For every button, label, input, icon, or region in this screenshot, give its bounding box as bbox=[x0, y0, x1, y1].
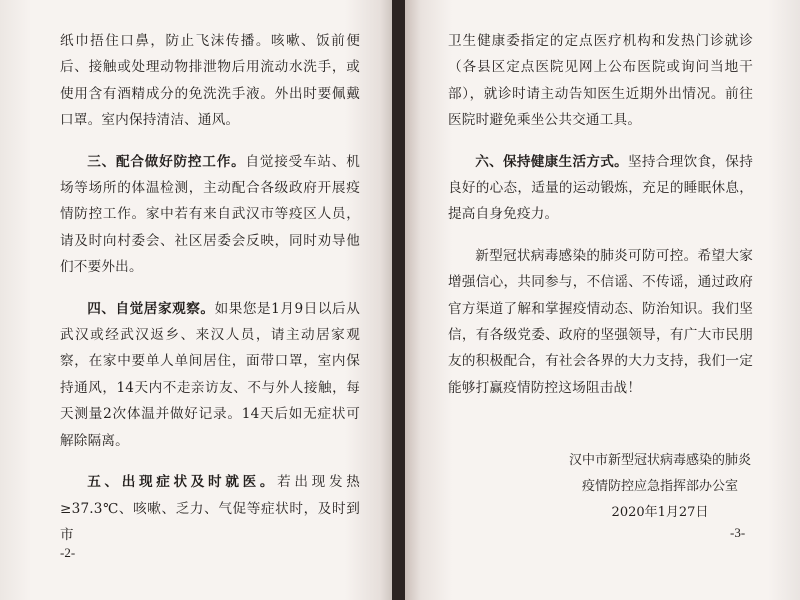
section-heading: 六、保持健康生活方式。 bbox=[475, 153, 629, 170]
paragraph-hygiene-continued bbox=[60, 28, 360, 134]
paragraph-text: 如果您是1月9日以后从武汉或经武汉返乡、来汉人员，请主动居家观察，在家中要单人单间居住，面带口罩，室内保持通风，14天内不走亲访友、不与外人接触，每天测量2次体温并做好记录。14天后如无症状可解除隔离。 bbox=[60, 300, 360, 449]
paragraph-text: 自觉接受车站、机场等场所的体温检测，主动配合各级政府开展疫情防控工作。家中若有来自武汉市等疫区人员，请及时向村委会、社区居委会反映，同时劝导他们不要外出。 bbox=[60, 153, 360, 276]
paragraph-text: 若出现发热≥37.3℃、咳嗽、乏力、气促等症状时，及时到市 bbox=[60, 474, 361, 543]
page-right bbox=[405, 0, 800, 600]
paragraph-section-4 bbox=[60, 296, 360, 454]
paragraph-section-5 bbox=[60, 469, 360, 548]
section-heading: 五、出现症状及时就医。 bbox=[87, 474, 278, 491]
paragraph-text: 卫生健康委指定的定点医疗机构和发热门诊就诊（各县区定点医院见网上公布医院或询问当地干部），就诊时请主动告知医生近期外出情况。前往医院时避免乘坐公共交通工具。 bbox=[448, 33, 753, 129]
section-heading: 四、自觉居家观察。 bbox=[87, 300, 215, 317]
page-left bbox=[0, 0, 392, 600]
issuer-line-2: 疫情防控应急指挥部办公室 bbox=[581, 479, 738, 494]
page-number: -2- bbox=[60, 545, 76, 560]
section-heading: 三、配合做好防控工作。 bbox=[87, 153, 246, 170]
paragraph-closing bbox=[448, 243, 753, 401]
issue-date: 2020年1月27日 bbox=[611, 505, 709, 520]
paragraph-text: 坚持合理饮食，保持良好的心态，适量的运动锻炼，充足的睡眠休息，提高自身免疫力。 bbox=[448, 153, 753, 223]
paragraph-section-6 bbox=[448, 149, 753, 228]
book-gutter bbox=[392, 0, 405, 600]
issuer-line-1: 汉中市新型冠状病毒感染的肺炎 bbox=[568, 453, 751, 468]
page-number: -3- bbox=[730, 525, 746, 540]
paragraph-text: 新型冠状病毒感染的肺炎可防可控。希望大家增强信心，共同参与，不信谣、不传谣，通过政府官方渠道了解和掌握疫情动态、防治知识。我们坚信，有各级党委、政府的坚强领导，有广大市民朋友的积极配合，有社会各界的大力支持，我们一定能够打赢疫情防控这场阻击战！ bbox=[448, 247, 753, 396]
paragraph-text: 纸巾捂住口鼻，防止飞沫传播。咳嗽、饭前便后、接触或处理动物排泄物后用流动水洗手，或使用含有酒精成分的免洗洗手液。外出时要佩戴口罩。室内保持清洁、通风。 bbox=[60, 33, 360, 129]
paragraph-section-5-continued bbox=[448, 28, 753, 134]
signature-block bbox=[555, 448, 765, 526]
right-text-block bbox=[448, 28, 753, 416]
left-text-block bbox=[60, 28, 360, 563]
paragraph-section-3 bbox=[60, 149, 360, 281]
